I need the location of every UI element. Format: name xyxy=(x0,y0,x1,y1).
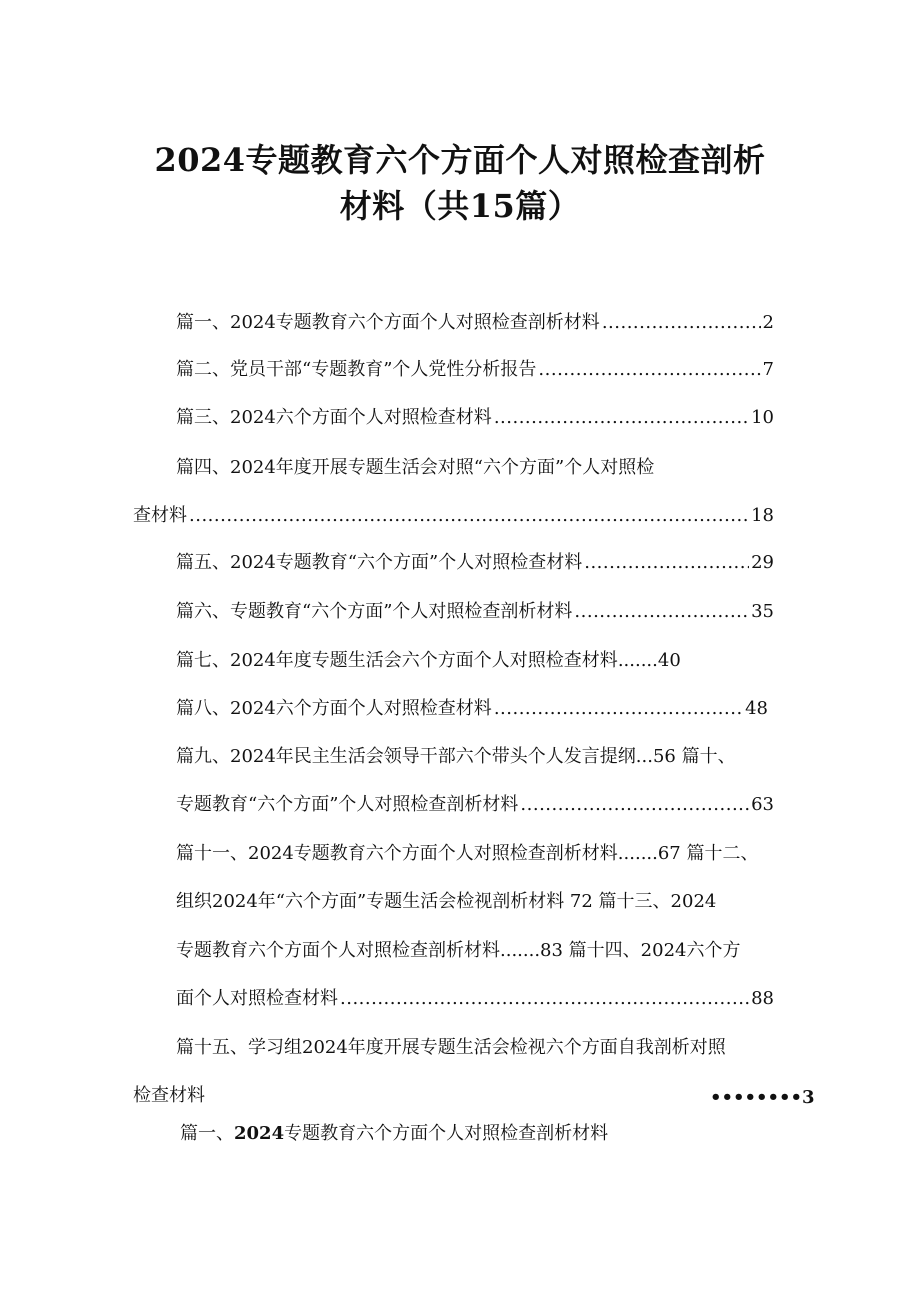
toc-page-number: 40 xyxy=(657,650,681,671)
toc-line-13[interactable]: 专题教育六个方面个人对照检查剖析材料.......83 篇十四、2024六个方 xyxy=(176,940,741,961)
toc-line-11[interactable]: 篇十一、2024专题教育六个方面个人对照检查剖析材料.......67 篇十二、 xyxy=(176,843,759,864)
toc-item-label: 篇八、2024六个方面个人对照检查材料 xyxy=(176,698,492,719)
toc-leader-dots xyxy=(584,551,749,575)
toc-item-10[interactable] xyxy=(176,793,774,817)
toc-item-label: 篇五、2024专题教育“六个方面”个人对照检查材料 xyxy=(176,552,583,573)
document-title-line-1: 2024专题教育六个方面个人对照检查剖析 xyxy=(154,141,766,179)
toc-leader-dots xyxy=(574,600,749,624)
toc-line-15-continued[interactable]: 检查材料 xyxy=(133,1085,205,1106)
toc-item-label: 查材料 xyxy=(133,505,187,526)
toc-leader-dots xyxy=(520,793,749,817)
toc-item-label: 篇一、2024专题教育六个方面个人对照检查剖析材料 xyxy=(176,312,600,333)
section-heading-year: 2024 xyxy=(234,1123,285,1144)
toc-page-number: 7 xyxy=(762,359,774,380)
toc-line-15-page: ••••••••3 xyxy=(710,1087,815,1108)
toc-page-number: 63 xyxy=(751,794,774,815)
toc-item-3[interactable] xyxy=(176,406,774,430)
toc-item-label: 篇七、2024年度专题生活会六个方面个人对照检查材料 xyxy=(176,650,618,671)
toc-page-number: 88 xyxy=(751,988,774,1009)
toc-page-number: 29 xyxy=(751,552,774,573)
toc-item-6[interactable] xyxy=(176,600,774,624)
toc-item-label: 篇六、专题教育“六个方面”个人对照检查剖析材料 xyxy=(176,601,573,622)
toc-leader-dots xyxy=(189,504,749,528)
toc-line-9[interactable]: 篇九、2024年民主生活会领导干部六个带头个人发言提纲...56 篇十、 xyxy=(176,746,736,767)
toc-leader-dots xyxy=(494,697,743,721)
toc-item-label: 面个人对照检查材料 xyxy=(176,988,338,1009)
toc-item-2[interactable] xyxy=(176,358,774,382)
toc-item-4-line-1[interactable]: 篇四、2024年度开展专题生活会对照“六个方面”个人对照检 xyxy=(176,457,655,478)
section-heading-prefix: 篇一、 xyxy=(180,1123,234,1144)
toc-page-number: 10 xyxy=(751,407,774,428)
toc-leader-dots xyxy=(340,987,749,1011)
toc-leader-dots xyxy=(494,406,749,430)
toc-page-number: 35 xyxy=(751,601,774,622)
document-title-line-2: 材料（共15篇） xyxy=(339,187,581,225)
toc-item-4[interactable] xyxy=(133,504,774,528)
toc-page-number: 18 xyxy=(751,505,774,526)
toc-page-number: 2 xyxy=(762,312,774,333)
toc-item-1[interactable] xyxy=(176,311,774,335)
toc-item-5[interactable] xyxy=(176,551,774,575)
toc-leader-dots xyxy=(602,311,761,335)
toc-item-14[interactable] xyxy=(176,987,774,1011)
toc-item-label: 篇二、党员干部“专题教育”个人党性分析报告 xyxy=(176,359,537,380)
toc-line-12[interactable]: 组织2024年“六个方面”专题生活会检视剖析材料 72 篇十三、2024 xyxy=(176,891,717,912)
toc-item-7[interactable] xyxy=(176,649,681,673)
toc-leader-dots: ....... xyxy=(617,650,658,671)
section-heading-text: 专题教育六个方面个人对照检查剖析材料 xyxy=(284,1123,609,1144)
toc-leader-dots xyxy=(538,358,760,382)
toc-line-15[interactable]: 篇十五、学习组2024年度开展专题生活会检视六个方面自我剖析对照 xyxy=(176,1037,726,1058)
section-heading xyxy=(180,1122,608,1146)
toc-item-label: 篇三、2024六个方面个人对照检查材料 xyxy=(176,407,492,428)
toc-item-8[interactable] xyxy=(176,697,768,721)
toc-page-number: 48 xyxy=(745,698,768,719)
toc-item-label: 专题教育“六个方面”个人对照检查剖析材料 xyxy=(176,794,519,815)
